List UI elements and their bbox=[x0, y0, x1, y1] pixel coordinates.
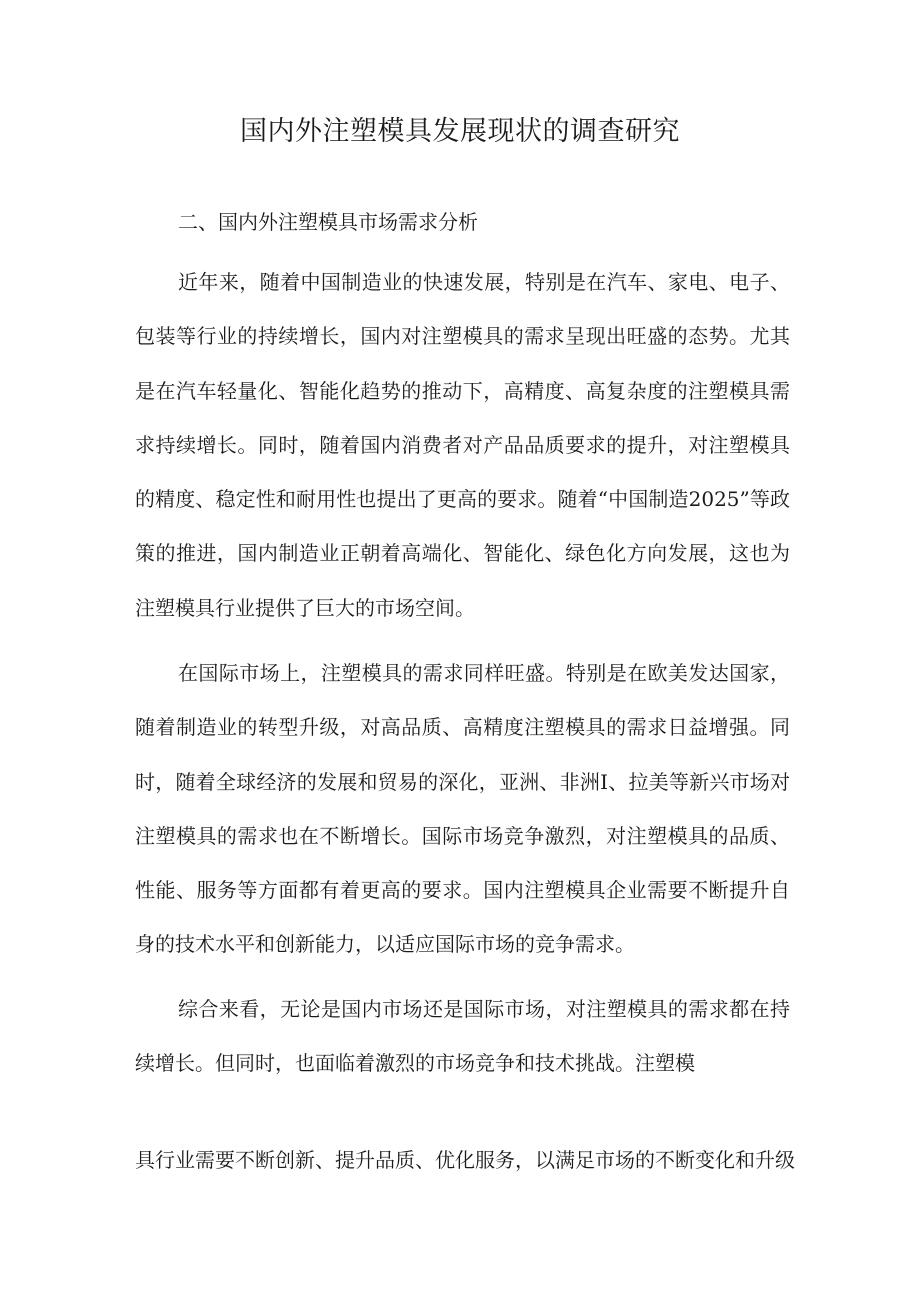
paragraph-summary: 综合来看，无论是国内市场还是国际市场，对注塑模具的需求都在持续增长。但同时，也面临着激烈的市场竞争和技术挑战。注塑模 bbox=[135, 997, 790, 1076]
paragraph-international-demand: 在国际市场上，注塑模具的需求同样旺盛。特别是在欧美发达国家，随着制造业的转型升级，对高品质、高精度注塑模具的需求日益增强。同时，随着全球经济的发展和贸易的深化，亚洲、非洲I、拉美等新兴市场对注塑模具的需求也在不断增长。国际市场竞争激烈，对注塑模具的品质、性能、服务等方面都有着更高的要求。国内注塑模具企业需要不断提升自身的技术水平和创新能力，以适应国际市场的竞争需求。 bbox=[135, 661, 790, 957]
section-heading: 二、国内外注塑模具市场需求分析 bbox=[178, 210, 478, 234]
document-title: 国内外注塑模具发展现状的调查研究 bbox=[240, 116, 680, 147]
paragraph-continuation: 具行业需要不断创新、提升品质、优化服务，以满足市场的不断变化和升级 bbox=[135, 1148, 795, 1172]
paragraph-domestic-demand: 近年来，随着中国制造业的快速发展，特别是在汽车、家电、电子、包装等行业的持续增长，国内对注塑模具的需求呈现出旺盛的态势。尤其是在汽车轻量化、智能化趋势的推动下，高精度、高复杂度的注塑模具需求持续增长。同时，随着国内消费者对产品品质要求的提升，对注塑模具的精度、稳定性和耐用性也提出了更高的要求。随着“中国制造2025”等政策的推进，国内制造业正朝着高端化、智能化、绿色化方向发展，这也为注塑模具行业提供了巨大的市场空间。 bbox=[135, 270, 790, 620]
